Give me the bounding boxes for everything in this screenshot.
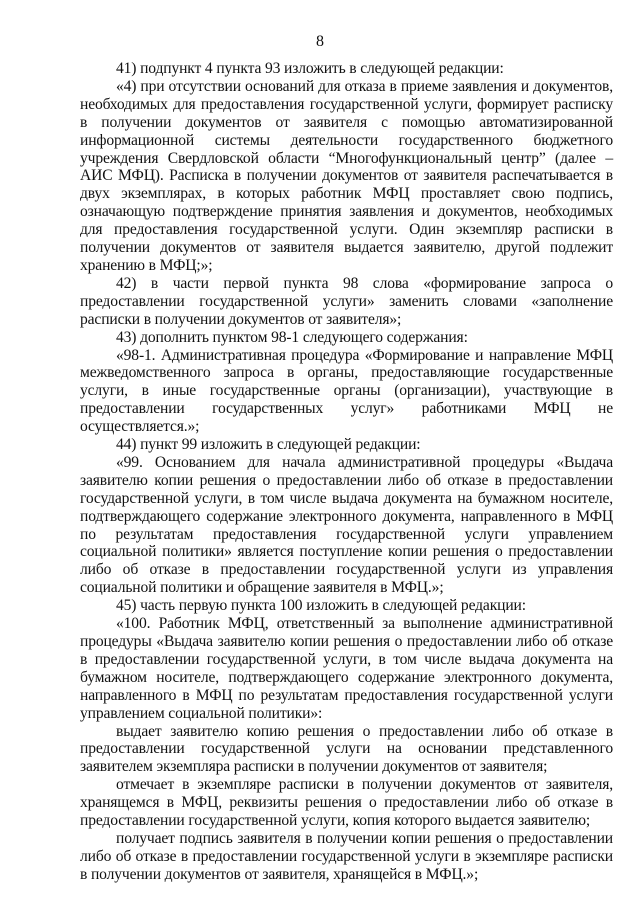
paragraph-43: 43) дополнить пунктом 98-1 следующего содержания: [116,328,468,346]
document-body [80,60,613,884]
page-number: 8 [316,33,324,50]
paragraph-41: 41) подпункт 4 пункта 93 изложить в следующей редакции: [116,60,504,77]
paragraph-43-text: «98-1. Административная процедура «Формирование и направление МФЦ межведомственного запроса в органы, предоставляющие государственные услуги, в иные государственные органы (организации), участвующие в предоставлении государственных услуг» работниками МФЦ не осуществляется.»; [80,346,613,436]
paragraph-44: 44) пункт 99 изложить в следующей редакции: [116,436,421,454]
paragraph-44-text: «99. Основанием для начала административной процедуры «Выдача заявителю копии решения о предоставлении либо об отказе в предоставлении государственной услуги, в том числе выдача документа на бумажном носителе, подтверждающего содержание электронного документа, направленного в МФЦ по результатам предоставления государственной услуги управлением социальной политики» является поступление копии решения о предоставлении либо об отказе в предоставлении государственной услуги из управления социальной политики и обращение заявителя в МФЦ.»; [80,453,613,597]
paragraph-records-details: отмечает в экземпляре расписки в получении документов от заявителя, хранящемся в МФЦ, реквизиты решения о предоставлении либо об отказе в предоставлении государственной услуги, копия которого выдается заявителю; [80,776,613,830]
paragraph-45-text: «100. Работник МФЦ, ответственный за выполнение административной процедуры «Выдача заявителю копии решения о предоставлении либо об отказе в предоставлении государственной услуги, в том числе выдача документа на бумажном носителе, подтверждающего содержание электронного документа, направленного в МФЦ по результатам предоставления государственной услуги управлением социальной политики»: [80,615,613,722]
paragraph-issues-copy: выдает заявителю копию решения о предоставлении либо об отказе в предоставлении государственной услуги на основании представленного заявителем экземпляра расписки в получении документов от заявителя; [80,722,613,776]
paragraph-obtains-signature: получает подпись заявителя в получении копии решения о предоставлении либо об отказе в предоставлении государственной услуги в экземпляре расписки в получении документов от заявителя, хранящейся в МФЦ.»; [80,829,613,883]
paragraph-42: 42) в части первой пункта 98 слова «формирование запроса о предоставлении государственной услуги» заменить словами «заполнение расписки в получении документов от заявителя»; [80,274,613,328]
paragraph-41-text: «4) при отсутствии оснований для отказа в приеме заявления и документов, необходимых для предоставления государственной услуги, формирует расписку в получении документов от заявителя с помощью автоматизированной информационной системы деятельности государственного бюджетного учреждения Свердловской области “Многофункциональный центр” (далее – АИС МФЦ). Расписка в получении документов от заявителя распечатывается в двух экземплярах, в которых работник МФЦ проставляет свою подпись, означающую подтверждение принятия заявления и документов, необходимых для предоставления государственной услуги. Один экземпляр расписки в получении документов от заявителя выдается заявителю, другой подлежит хранению в МФЦ;»; [80,77,613,274]
paragraph-45: 45) часть первую пункта 100 изложить в следующей редакции: [116,597,526,615]
